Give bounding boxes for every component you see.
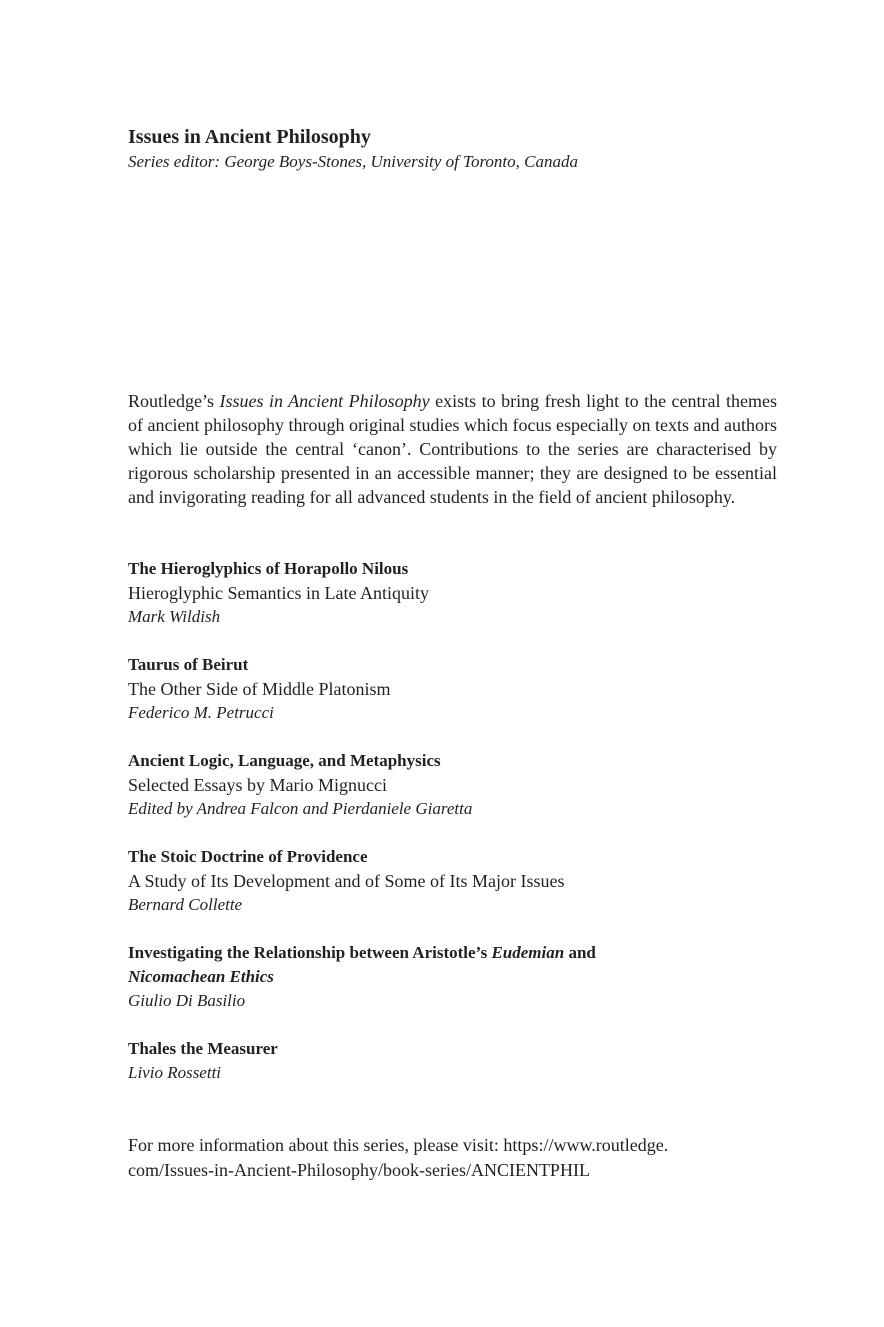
more-info-line2: com/Issues-in-Ancient-Philosophy/book-series/ANCIENTPHIL — [128, 1160, 590, 1180]
book-title: Thales the Measurer — [128, 1039, 278, 1058]
description-prefix: Routledge’s — [128, 391, 220, 411]
book-title-italic: Eudemian — [491, 943, 565, 962]
book-title: Taurus of Beirut — [128, 655, 249, 674]
book-author: Bernard Collette — [128, 895, 243, 914]
book-entry — [128, 941, 788, 1013]
book-subtitle: Selected Essays by Mario Mignucci — [128, 775, 387, 795]
series-header — [128, 124, 808, 174]
book-title — [128, 941, 788, 965]
book-entry — [128, 557, 788, 629]
book-author: Mark Wildish — [128, 607, 221, 626]
book-author: Giulio Di Basilio — [128, 991, 246, 1010]
book-subtitle: The Other Side of Middle Platonism — [128, 679, 391, 699]
book-entry — [128, 845, 788, 917]
book-title: The Stoic Doctrine of Providence — [128, 847, 368, 866]
description-series-name: Issues in Ancient Philosophy — [219, 391, 430, 411]
series-title: Issues in Ancient Philosophy — [128, 126, 371, 148]
book-author: Edited by Andrea Falcon and Pierdaniele Giaretta — [128, 799, 473, 818]
book-list — [128, 557, 788, 1109]
book-subtitle: A Study of Its Development and of Some of Its Major Issues — [128, 871, 565, 891]
book-entry — [128, 749, 788, 821]
book-title: Ancient Logic, Language, and Metaphysics — [128, 751, 441, 770]
book-title-continued — [128, 965, 788, 989]
book-author: Federico M. Petrucci — [128, 703, 274, 722]
series-description — [128, 389, 777, 509]
more-info-line1: For more information about this series, please visit: https://www.routledge. — [128, 1135, 669, 1155]
book-title-part: and — [564, 943, 596, 962]
book-entry — [128, 653, 788, 725]
book-author: Livio Rossetti — [128, 1063, 222, 1082]
more-info — [128, 1133, 788, 1183]
book-title-italic: Nicomachean Ethics — [128, 967, 274, 986]
book-title: The Hieroglyphics of Horapollo Nilous — [128, 559, 409, 578]
series-editor: Series editor: George Boys-Stones, University of Toronto, Canada — [128, 152, 578, 171]
book-subtitle: Hieroglyphic Semantics in Late Antiquity — [128, 583, 429, 603]
description-rest: exists to bring fresh light to the central themes of ancient philosophy through original studies which focus especially on texts and authors which lie outside the central ‘canon’. Contributions to the series are characterised by rigorous scholarship presented in an accessible manner; they are designed to be essential and invigorating reading for all advanced students in the field of ancient philosophy. — [128, 391, 777, 507]
book-entry — [128, 1037, 788, 1085]
book-title-part: Investigating the Relationship between Aristotle’s — [128, 943, 492, 962]
